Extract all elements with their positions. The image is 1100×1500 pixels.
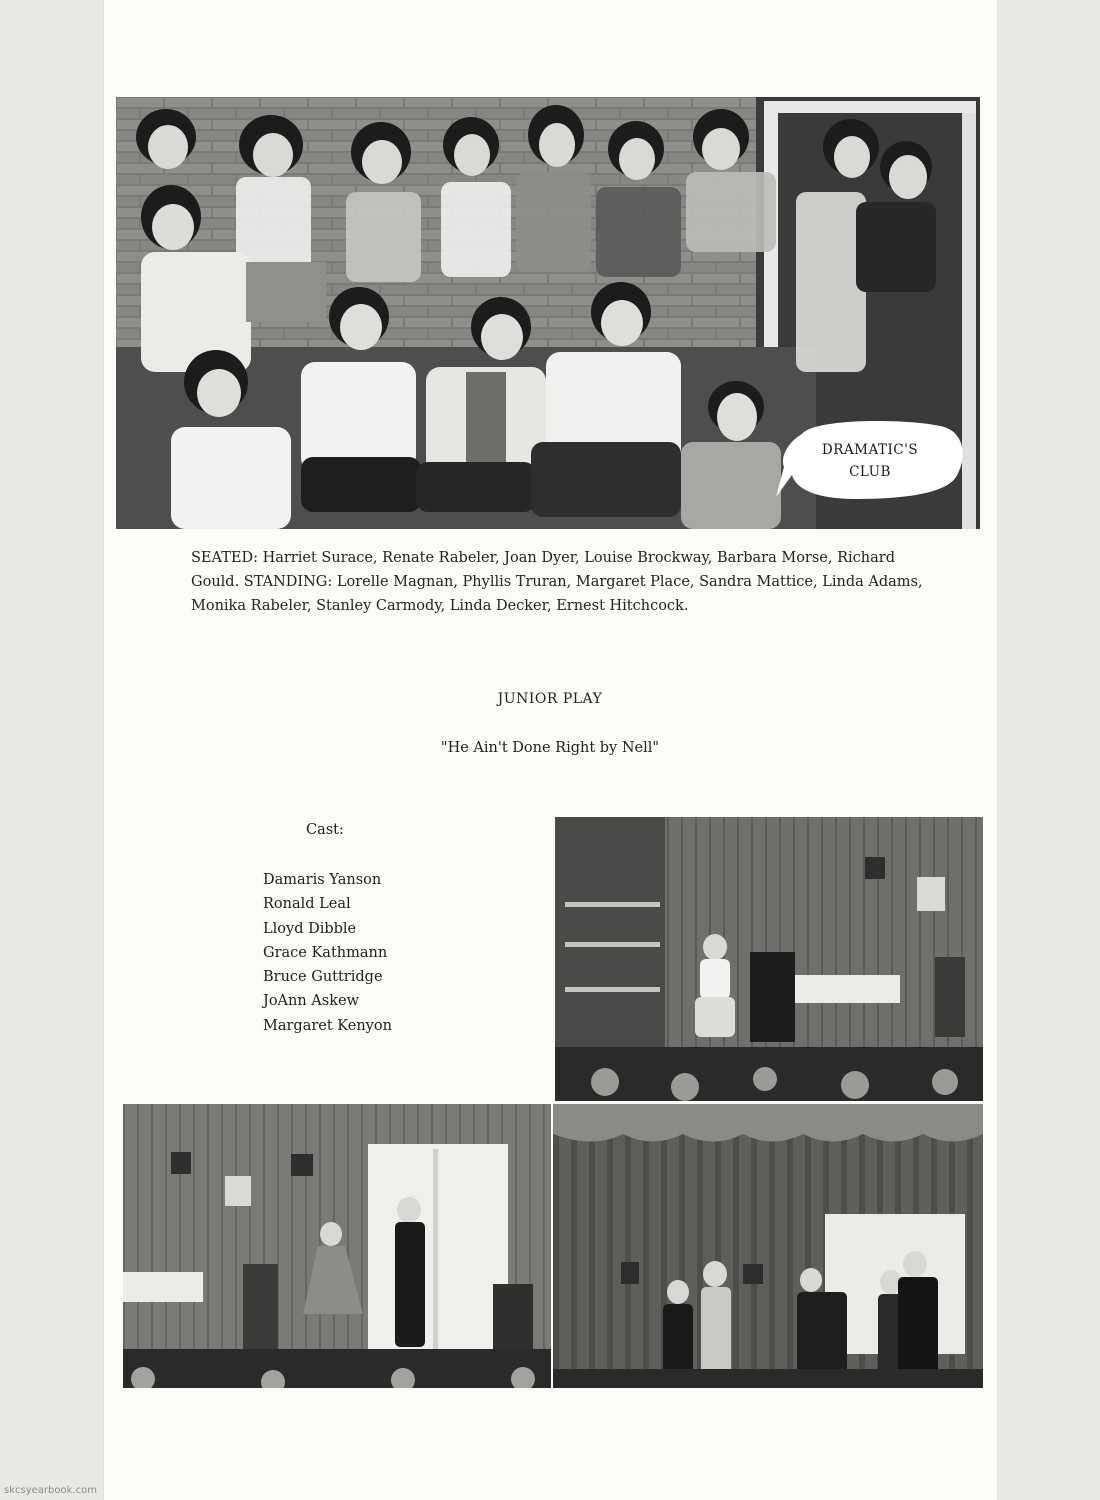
cast-member: Margaret Kenyon (263, 1017, 392, 1034)
source-watermark: skcsyearbook.com (4, 1485, 97, 1496)
club-name-bubble (790, 435, 950, 503)
seated-heading: SEATED: (191, 550, 258, 566)
club-name-line2: CLUB (849, 464, 891, 480)
seated-names: Harriet Surace, Renate Rabeler, Joan Dyer, Louise Brockway, Barbara Morse, Richard Gould. (191, 550, 895, 590)
junior-play-photo-group-scene (553, 1104, 983, 1388)
cast-label: Cast: (306, 822, 344, 838)
cast-member: Grace Kathmann (263, 944, 388, 961)
dramatics-club-photo (116, 97, 980, 529)
junior-play-heading: JUNIOR PLAY (497, 691, 603, 707)
cast-member: Damaris Yanson (263, 872, 382, 888)
standing-names: Lorelle Magnan, Phyllis Truran, Margaret Place, Sandra Mattice, Linda Adams, Monika Rabeler, Stanley Carmody, Linda Decker, Ernest Hitchcock. (191, 574, 923, 614)
cast-member: JoAnn Askew (263, 993, 359, 1010)
cast-member: Ronald Leal (263, 896, 351, 913)
club-name-line1: DRAMATIC'S (821, 442, 919, 458)
standing-heading: STANDING: (243, 574, 333, 590)
cast-member: Lloyd Dibble (263, 920, 357, 937)
club-photo-caption (191, 546, 931, 618)
cast-list (263, 868, 392, 1038)
junior-play-title: "He Ain't Done Right by Nell" (440, 740, 660, 756)
cast-member: Bruce Guttridge (263, 969, 383, 986)
junior-play-photo-handshake-scene (123, 1104, 551, 1388)
junior-play-photo-kneeling-scene (555, 817, 983, 1101)
